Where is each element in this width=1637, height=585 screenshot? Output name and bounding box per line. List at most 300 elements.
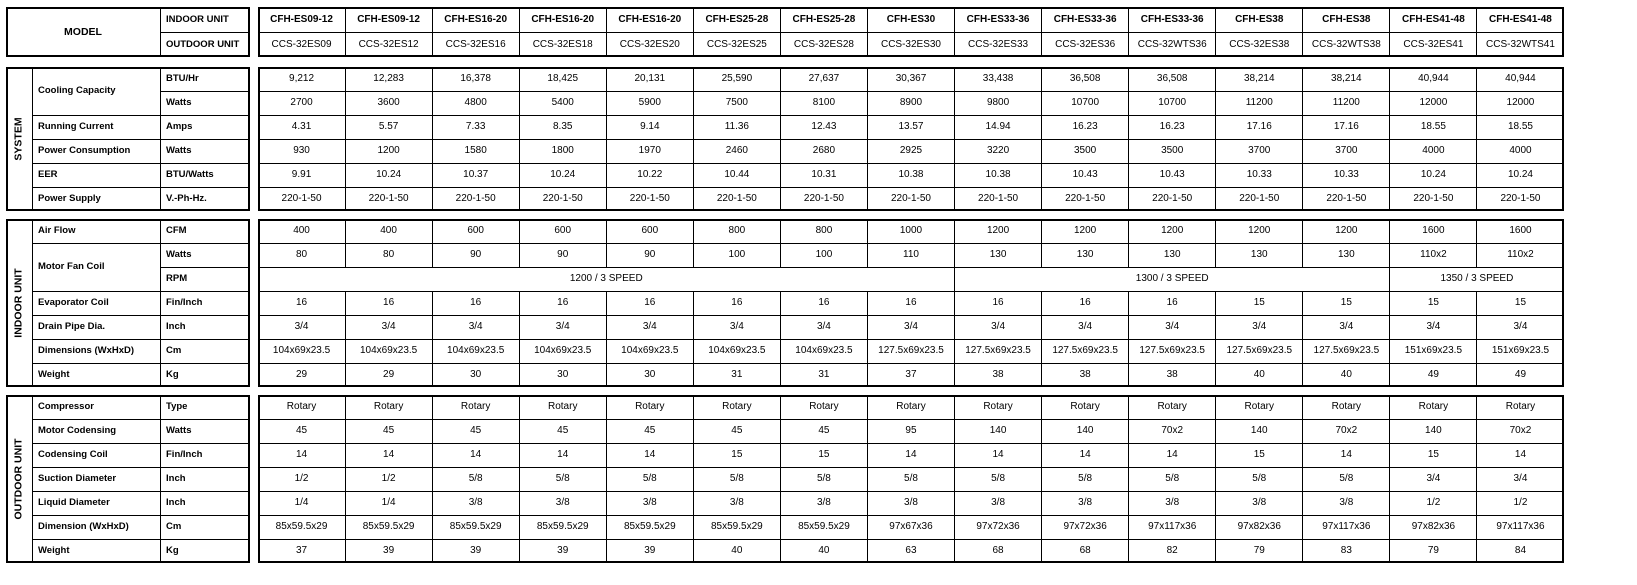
value-cell: 38	[992, 369, 1004, 380]
grid-line	[519, 219, 520, 243]
grid-line	[954, 187, 955, 211]
value-cell: 97x117x36	[1322, 521, 1371, 532]
grid-line	[1389, 491, 1390, 515]
grid-line	[954, 539, 955, 563]
grid-line	[954, 219, 955, 243]
value-cell: Rotary	[1418, 401, 1449, 412]
value-cell: 16	[1166, 297, 1178, 308]
value-cell: 80	[295, 249, 308, 260]
grid-line	[693, 339, 694, 363]
grid-line	[1389, 467, 1390, 491]
grid-line	[1302, 315, 1303, 339]
value-cell: 130	[1250, 249, 1268, 260]
value-cell: 1600	[1509, 225, 1532, 236]
value-cell: 2680	[812, 145, 836, 156]
outdoor-model-name: CCS-32ES30	[880, 38, 941, 50]
grid-line	[1041, 163, 1042, 187]
grid-line	[1128, 395, 1129, 419]
grid-line	[160, 291, 250, 292]
value-cell: 39	[644, 545, 656, 556]
grid-line	[1476, 163, 1477, 187]
grid-line	[606, 363, 607, 387]
value-cell: 40	[1340, 369, 1352, 380]
value-cell: 104x69x23.5	[272, 345, 331, 356]
grid-line	[1215, 67, 1216, 91]
value-cell: 40,944	[1505, 73, 1536, 84]
grid-line	[1215, 91, 1216, 115]
value-cell: 130	[1076, 249, 1094, 260]
section-title	[6, 67, 32, 211]
grid-line	[867, 291, 868, 315]
value-cell: 8.35	[552, 121, 573, 132]
value-cell: 16	[731, 297, 743, 308]
value-cell: 1000	[899, 225, 923, 236]
value-cell: 97x82x36	[1237, 521, 1281, 532]
grid-line	[954, 339, 955, 363]
value-cell: Rotary	[896, 401, 926, 412]
grid-line	[780, 515, 781, 539]
value-cell: 5/8	[1165, 473, 1180, 484]
grid-line	[32, 139, 160, 140]
grid-line	[1302, 467, 1303, 491]
indoor-model-name: CFH-ES09-12	[270, 13, 333, 25]
value-cell: 10.22	[637, 169, 663, 180]
grid-line	[606, 91, 607, 115]
value-cell: 31	[818, 369, 830, 380]
value-cell: 37	[295, 545, 308, 556]
value-cell: 85x59.5x29	[362, 521, 415, 532]
grid-line	[867, 419, 868, 443]
grid-line	[519, 163, 520, 187]
grid-line	[606, 291, 607, 315]
outdoor-unit-label: OUTDOOR UNIT	[166, 38, 240, 50]
value-cell: 5/8	[555, 473, 570, 484]
value-cell: 38	[1166, 369, 1178, 380]
value-cell: Rotary	[635, 401, 665, 412]
value-cell: 16	[644, 297, 656, 308]
grid-line	[1215, 219, 1216, 243]
row-label: Power Consumption	[38, 145, 131, 157]
row-unit: BTU/Hr	[166, 73, 199, 85]
grid-line	[1476, 139, 1477, 163]
grid-line	[1302, 115, 1303, 139]
value-cell: 104x69x23.5	[621, 345, 679, 356]
grid-line	[1215, 443, 1216, 467]
value-cell: 16	[295, 297, 308, 308]
value-cell: 3700	[1335, 145, 1358, 156]
value-cell: 14	[1079, 449, 1091, 460]
value-cell: 5/8	[468, 473, 483, 484]
grid-line	[606, 219, 607, 243]
row-label: Dimensions (WxHxD)	[38, 345, 135, 357]
grid-line	[432, 243, 433, 267]
value-cell: 12.43	[811, 121, 837, 132]
grid-line	[606, 139, 607, 163]
value-cell: 1580	[464, 145, 487, 156]
indoor-model-name: CFH-ES30	[886, 13, 936, 25]
value-cell: 12000	[1419, 97, 1448, 108]
grid-line	[519, 7, 520, 57]
value-cell: 70x2	[1509, 425, 1532, 436]
grid-line	[1389, 163, 1390, 187]
outdoor-model-name: CCS-32WTS36	[1137, 38, 1207, 50]
value-cell: 36,508	[1156, 73, 1188, 84]
grid-line	[1128, 339, 1129, 363]
grid-line	[867, 187, 868, 211]
value-cell: 17.16	[1333, 121, 1359, 132]
indoor-model-name: CFH-ES25-28	[792, 13, 856, 25]
grid-line	[1476, 515, 1477, 539]
grid-line	[1041, 491, 1042, 515]
grid-line	[867, 363, 868, 387]
grid-line	[1476, 315, 1477, 339]
value-cell: 1200	[1335, 225, 1358, 236]
grid-line	[780, 491, 781, 515]
grid-line	[1128, 443, 1129, 467]
grid-line	[1041, 467, 1042, 491]
grid-line	[954, 443, 955, 467]
grid-line	[1302, 515, 1303, 539]
value-cell: 11.36	[724, 121, 749, 132]
value-cell: 600	[467, 225, 484, 236]
grid-line	[432, 163, 433, 187]
grid-line	[1302, 7, 1303, 57]
grid-line	[1128, 187, 1129, 211]
value-cell: 3/8	[904, 497, 918, 508]
grid-line	[1302, 163, 1303, 187]
value-cell: Rotary	[1244, 401, 1274, 412]
grid-line	[1476, 395, 1477, 419]
grid-line	[693, 67, 694, 91]
grid-line	[693, 139, 694, 163]
value-cell: 14	[905, 449, 917, 460]
grid-line	[780, 187, 781, 211]
value-cell: 7500	[725, 97, 748, 108]
value-cell: 220-1-50	[368, 193, 409, 204]
grid-line	[160, 491, 250, 492]
grid-line	[954, 395, 955, 419]
model-label: MODEL	[64, 25, 102, 38]
value-cell: 220-1-50	[1152, 193, 1193, 204]
value-cell: 220-1-50	[1326, 193, 1367, 204]
value-cell: Rotary	[983, 401, 1013, 412]
value-cell: 127.5x69x23.5	[1139, 345, 1205, 356]
row-unit: Inch	[166, 321, 186, 333]
grid-line	[693, 315, 694, 339]
grid-line	[954, 515, 955, 539]
grid-line	[1389, 443, 1390, 467]
grid-line	[867, 91, 868, 115]
value-cell: 127.5x69x23.5	[1052, 345, 1118, 356]
grid-line	[160, 315, 250, 316]
value-cell: 15	[818, 449, 830, 460]
grid-line	[867, 315, 868, 339]
value-cell: 1970	[638, 145, 661, 156]
grid-line	[160, 219, 161, 387]
value-cell: 14	[644, 449, 656, 460]
grid-line	[780, 243, 781, 267]
grid-line	[160, 243, 250, 244]
grid-line	[1128, 491, 1129, 515]
grid-line	[32, 419, 160, 420]
grid-line	[1302, 395, 1303, 419]
value-cell: 220-1-50	[1413, 193, 1454, 204]
value-cell: 130	[1337, 249, 1355, 260]
value-cell: 3/4	[555, 321, 570, 332]
grid-line	[32, 187, 160, 188]
value-cell: 27,637	[808, 73, 840, 84]
grid-line	[345, 115, 346, 139]
indoor-model-name: CFH-ES41-48	[1489, 13, 1552, 25]
grid-line	[867, 395, 868, 419]
grid-line	[1302, 419, 1303, 443]
row-unit: BTU/Watts	[166, 169, 214, 181]
outdoor-model-name: CCS-32ES20	[619, 38, 680, 50]
value-cell: Rotary	[809, 401, 839, 412]
grid-line	[32, 491, 160, 492]
row-label: Running Current	[38, 121, 114, 133]
value-cell: 3/8	[642, 497, 657, 508]
value-cell: 3/4	[816, 321, 831, 332]
value-cell: 5400	[551, 97, 574, 108]
value-cell: Rotary	[1505, 401, 1536, 412]
grid-line	[693, 7, 694, 57]
value-cell: 104x69x23.5	[359, 345, 418, 356]
grid-line	[606, 243, 607, 267]
value-cell: 90	[644, 249, 656, 260]
value-cell: 5/8	[729, 473, 744, 484]
grid-line	[519, 443, 520, 467]
grid-line	[1302, 339, 1303, 363]
value-cell: 16,378	[460, 73, 491, 84]
grid-line	[160, 91, 250, 92]
value-cell: 16	[557, 297, 569, 308]
grid-line	[954, 243, 955, 267]
value-cell: 36,508	[1069, 73, 1101, 84]
grid-line	[1302, 187, 1303, 211]
grid-line	[345, 91, 346, 115]
grid-line	[432, 443, 433, 467]
grid-line	[1128, 363, 1129, 387]
value-cell: 14	[383, 449, 395, 460]
grid-line	[1041, 67, 1042, 91]
grid-line	[432, 339, 433, 363]
value-cell: Rotary	[722, 401, 752, 412]
value-cell: 14	[470, 449, 482, 460]
value-cell: 40,944	[1418, 73, 1449, 84]
value-cell: 1/2	[294, 473, 309, 484]
value-cell: 10.24	[1420, 169, 1446, 180]
value-cell: 220-1-50	[542, 193, 583, 204]
grid-line	[160, 467, 250, 468]
row-label: Dimension (WxHxD)	[38, 521, 129, 533]
value-cell: 15	[731, 449, 743, 460]
value-cell: 5/8	[642, 473, 657, 484]
grid-line	[1389, 219, 1390, 243]
value-cell: 45	[557, 425, 569, 436]
grid-line	[345, 219, 346, 243]
value-cell: 10.33	[1333, 169, 1359, 180]
value-cell: 220-1-50	[890, 193, 931, 204]
grid-line	[954, 7, 955, 57]
grid-line	[32, 67, 33, 211]
grid-line	[345, 395, 346, 419]
grid-line	[954, 115, 955, 139]
grid-line	[606, 67, 607, 91]
grid-line	[432, 219, 433, 243]
grid-line	[432, 419, 433, 443]
grid-line	[1128, 115, 1129, 139]
value-cell: 3500	[1074, 145, 1097, 156]
value-cell: 10700	[1071, 97, 1100, 108]
outdoor-model-name: CCS-32ES12	[358, 38, 419, 50]
grid-line	[1041, 91, 1042, 115]
row-unit: Watts	[166, 249, 192, 261]
value-cell: 30	[557, 369, 569, 380]
grid-line	[32, 515, 160, 516]
value-cell: 3600	[377, 97, 400, 108]
outdoor-model-name: CCS-32ES38	[1229, 38, 1290, 50]
grid-line	[160, 539, 250, 540]
grid-line	[32, 539, 160, 540]
value-cell: 220-1-50	[1500, 193, 1541, 204]
value-cell: 20,131	[634, 73, 666, 84]
value-cell: 85x59.5x29	[623, 521, 676, 532]
value-cell: 1200	[1074, 225, 1097, 236]
value-cell: 17.16	[1246, 121, 1272, 132]
grid-line	[160, 67, 161, 211]
grid-line	[32, 243, 160, 244]
value-cell: 600	[554, 225, 572, 236]
value-cell: 15	[1427, 297, 1439, 308]
value-cell: 10.31	[811, 169, 837, 180]
grid-line	[1128, 91, 1129, 115]
grid-line	[1215, 515, 1216, 539]
grid-line	[160, 163, 250, 164]
value-cell: 11200	[1332, 97, 1360, 108]
row-label: Air Flow	[38, 225, 76, 237]
grid-line	[160, 139, 250, 140]
value-cell: 14	[1340, 449, 1352, 460]
grid-line	[519, 363, 520, 387]
grid-line	[954, 467, 955, 491]
grid-line	[519, 539, 520, 563]
grid-line	[345, 67, 346, 91]
value-cell: 3/4	[1513, 473, 1528, 484]
value-cell: 140	[989, 425, 1007, 436]
grid-line	[160, 115, 250, 116]
value-cell: 1/4	[381, 497, 396, 508]
grid-line	[1128, 539, 1129, 563]
grid-line	[345, 467, 346, 491]
grid-line	[1389, 515, 1390, 539]
grid-line	[519, 91, 520, 115]
grid-line	[32, 339, 160, 340]
value-cell: 30	[644, 369, 656, 380]
value-cell: 1200	[1248, 225, 1271, 236]
indoor-model-name: CFH-ES38	[1322, 13, 1371, 25]
indoor-model-name: CFH-ES33-36	[966, 13, 1030, 25]
value-cell: 38,214	[1331, 73, 1362, 84]
outdoor-model-name: CCS-32ES28	[793, 38, 854, 50]
value-cell: 97x72x36	[976, 521, 1020, 532]
value-cell: 7.33	[465, 121, 486, 132]
grid-line	[867, 115, 868, 139]
grid-line	[954, 419, 955, 443]
grid-line	[1215, 115, 1216, 139]
value-cell: 70x2	[1161, 425, 1184, 436]
grid-line	[1302, 219, 1303, 243]
grid-line	[1215, 395, 1216, 419]
grid-line	[432, 315, 433, 339]
value-cell: 3/8	[729, 497, 744, 508]
value-cell: 85x59.5x29	[275, 521, 328, 532]
grid-line	[693, 163, 694, 187]
grid-line	[1389, 67, 1390, 91]
grid-line	[954, 491, 955, 515]
grid-line	[345, 515, 346, 539]
grid-line	[1041, 339, 1042, 363]
value-cell: 10.43	[1159, 169, 1185, 180]
value-cell: 16	[905, 297, 917, 308]
value-cell: 10.38	[985, 169, 1011, 180]
indoor-model-name: CFH-ES16-20	[444, 13, 508, 25]
indoor-model-name: CFH-ES16-20	[618, 13, 682, 25]
grid-line	[867, 163, 868, 187]
grid-line	[32, 163, 160, 164]
value-cell: 600	[641, 225, 659, 236]
value-cell: 3220	[986, 145, 1010, 156]
section-title-text: INDOOR UNIT	[13, 268, 26, 338]
grid-line	[1215, 491, 1216, 515]
value-cell: 151x69x23.5	[1491, 345, 1550, 356]
grid-line	[1041, 243, 1042, 267]
value-cell: 10.37	[463, 169, 489, 180]
grid-line	[519, 419, 520, 443]
merged-value: 1200 / 3 SPEED	[569, 273, 643, 284]
value-cell: 40	[818, 545, 830, 556]
value-cell: 127.5x69x23.5	[1313, 345, 1380, 356]
indoor-model-name: CFH-ES09-12	[357, 13, 420, 25]
value-cell: 15	[1340, 297, 1352, 308]
row-label: Compressor	[38, 401, 94, 413]
value-cell: 63	[905, 545, 917, 556]
value-cell: 18.55	[1420, 121, 1446, 132]
row-unit: Fin/Inch	[166, 297, 203, 309]
grid-line	[606, 395, 607, 419]
grid-line	[1389, 395, 1390, 419]
value-cell: 31	[731, 369, 743, 380]
value-cell: 90	[470, 249, 482, 260]
grid-line	[1215, 243, 1216, 267]
value-cell: 1600	[1422, 225, 1445, 236]
grid-line	[345, 7, 346, 57]
grid-line	[954, 91, 955, 115]
value-cell: 4000	[1422, 145, 1445, 156]
value-cell: 3/4	[468, 321, 483, 332]
grid-line	[693, 187, 694, 211]
value-cell: 49	[1427, 369, 1439, 380]
grid-line	[160, 32, 250, 33]
grid-line	[432, 515, 433, 539]
value-cell: 140	[1425, 425, 1442, 436]
value-cell: 79	[1427, 545, 1439, 556]
value-cell: 39	[557, 545, 569, 556]
section-title-text: SYSTEM	[13, 117, 25, 161]
value-cell: 3/8	[1339, 497, 1354, 508]
value-cell: 14	[992, 449, 1004, 460]
row-label: Motor Codensing	[38, 425, 117, 437]
